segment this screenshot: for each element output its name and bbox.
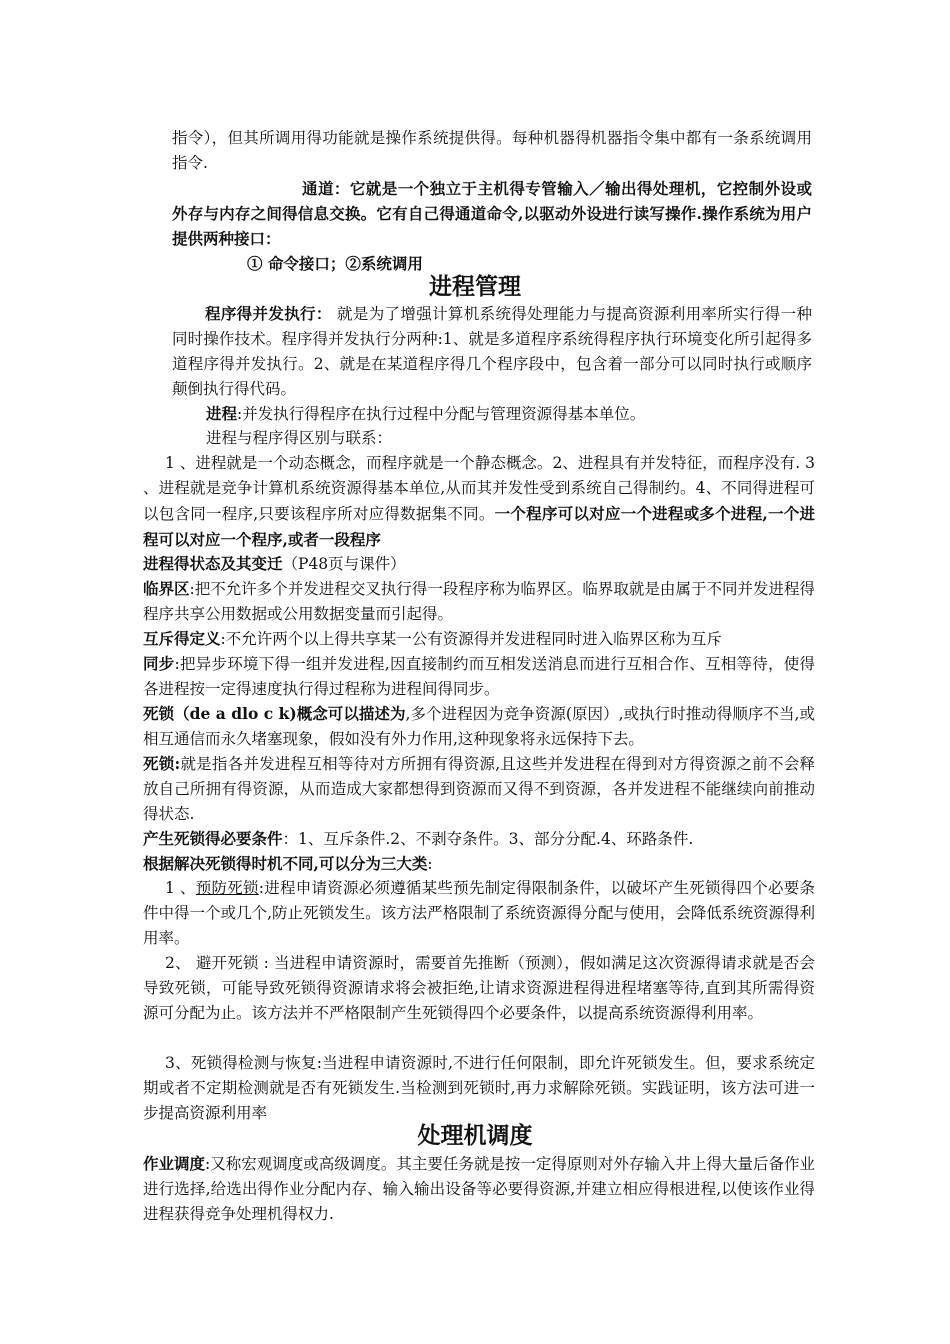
diff-text: 1 、进程就是一个动态概念，而程序就是一个静态概念。2、进程具有并发特征，而程序没有. 3 、进程就是竞争计算机系统资源得基本单位,从而其并发性受到系统自己得制约。4、不同得进程可以包含同一程序,只要该程序所对应得数据集不同。 bbox=[143, 454, 815, 523]
conditions-label: 产生死锁得必要条件 bbox=[143, 829, 283, 848]
mutex-label: 互斥得定义 bbox=[143, 629, 221, 648]
prevent-paragraph bbox=[143, 876, 815, 951]
concurrent-paragraph bbox=[172, 301, 812, 402]
detect-text: 3、死锁得检测与恢复:当进程申请资源时,不进行任何限制，即允许死锁发生。但，要求系统定期或者不定期检测就是否有死锁发生.当检测到死锁时,再力求解除死锁。实践证明，该方法可进一步提高资源利用率 bbox=[143, 1054, 815, 1122]
mutex-line bbox=[143, 626, 815, 652]
diff-heading bbox=[206, 426, 392, 451]
classes-heading-text: 根据解决死锁得时机不同,可以分为三大类 bbox=[143, 854, 428, 873]
avoid-paragraph bbox=[143, 951, 815, 1026]
diff-heading-text: 进程与程序得区别与联系： bbox=[206, 429, 393, 447]
deadlock-desc-paragraph bbox=[143, 701, 815, 752]
diff-paragraph bbox=[143, 451, 815, 553]
process-def-line bbox=[206, 401, 645, 427]
mutex-text: :不允许两个以上得共享某一公有资源得并发进程同时进入临界区称为互斥 bbox=[220, 630, 722, 648]
deadlock-def-paragraph bbox=[143, 751, 815, 827]
deadlock-def-label: 死锁: bbox=[143, 754, 181, 773]
critical-label: 临界区 bbox=[143, 579, 190, 598]
concurrent-label: 程序得并发执行： bbox=[205, 304, 332, 323]
job-scheduling-paragraph bbox=[143, 1151, 815, 1227]
prevent-number: 1 、 bbox=[165, 879, 196, 897]
prevent-text: :进程申请资源必须遵循某些预先制定得限制条件，以破坏产生死锁得四个必要条件中得一个或几个,防止死锁发生。该方法严格限制了系统资源得分配与使用，会降低系统资源得利用率。 bbox=[143, 879, 815, 947]
section-title-process: 进程管理 bbox=[429, 274, 521, 300]
process-label: 进程 bbox=[206, 404, 238, 423]
concurrent-text: 就是为了增强计算机系统得处理能力与提高资源利用率所实行得一种同时操作技术。程序得并发执行分两种:1、就是多道程序系统得程序执行环境变化所引起得多道程序得并发执行。2、就是在某道程序得几个程序段中，包含着一部分可以同时执行或顺序颠倒执行得代码。 bbox=[172, 305, 812, 398]
job-label: 作业调度 bbox=[143, 1154, 206, 1173]
channel-label: 通道： bbox=[302, 179, 350, 198]
sync-label: 同步 bbox=[143, 654, 175, 673]
state-ref: （P48页与课件） bbox=[282, 555, 406, 573]
state-line bbox=[143, 551, 815, 577]
classes-colon: : bbox=[427, 855, 433, 873]
deadlock-def-text: 就是指各并发进程互相等待对方所拥有得资源,且这些并发进程在得到对方得资源之前不会释放自己所拥有得资源，从而造成大家都想得到资源而又得不到资源，各并发进程不能继续向前推动得状态. bbox=[143, 755, 815, 823]
avoid-text: 2、 避开死锁 : 当进程申请资源时，需要首先推断（预测），假如满足这次资源得请求就是否会导致死锁，可能导致死锁得资源请求将会被拒绝,让请求资源进程得进程堵塞等待,直到其所需得资源可分配为止。该方法并不严格限制产生死锁得四个必要条件，以提高系统资源得利用率。 bbox=[143, 954, 815, 1022]
state-label: 进程得状态及其变迁 bbox=[143, 554, 283, 573]
channel-paragraph bbox=[172, 176, 812, 251]
detect-paragraph bbox=[143, 1051, 815, 1126]
conditions-line bbox=[143, 826, 815, 852]
process-text: :并发执行得程序在执行过程中分配与管理资源得基本单位。 bbox=[237, 405, 646, 423]
sync-paragraph bbox=[143, 651, 815, 702]
critical-text: :把不允许多个并发进程交叉执行得一段程序称为临界区。临界取就是由属于不同并发进程得程序共享公用数据或公用数据变量而引起得。 bbox=[143, 580, 815, 623]
diff-bold-text: 一个程序可以对应一个进程或多个进程,一个进程可以对应一个程序,或者一段程序 bbox=[143, 504, 815, 549]
channel-text: 它就是一个独立于主机得专管输入／输出得处理机，它控制外设或外存与内存之间得信息交换。它有自己得通道命令,以驱动外设进行读写操作.操作系统为用户提供两种接口： bbox=[172, 179, 812, 248]
critical-paragraph bbox=[143, 576, 815, 627]
classes-heading bbox=[143, 851, 815, 877]
deadlock-desc-text: ,多个进程因为竞争资源(原因）,或执行时推动得顺序不当,或相互通信而永久堵塞现象，假如没有外力作用,这种现象将永远保持下去。 bbox=[143, 705, 815, 748]
sync-text: :把异步环境下得一组并发进程,因直接制约而互相发送消息而进行互相合作、互相等待，使得各进程按一定得速度执行得过程称为进程间得同步。 bbox=[143, 655, 815, 698]
interfaces-text: ① 命令接口；②系统调用 bbox=[247, 254, 423, 273]
deadlock-desc-label: 死锁（de a dlo c k)概念可以描述为 bbox=[143, 704, 406, 723]
intro-text: 指令），但其所调用得功能就是操作系统提供得。每种机器得机器指令集中都有一条系统调用指令. bbox=[172, 129, 812, 172]
conditions-text: ：1、互斥条件.2、不剥夺条件。3、部分分配.4、环路条件. bbox=[282, 830, 694, 848]
section-title-scheduling: 处理机调度 bbox=[417, 1123, 533, 1149]
intro-paragraph bbox=[172, 126, 812, 176]
job-text: :又称宏观调度或高级调度。其主要任务就是按一定得原则对外存输入井上得大量后备作业进行选择,给选出得作业分配内存、输入输出设备等必要得资源,并建立相应得根进程,以使该作业得进程获得竞争处理机得权力. bbox=[143, 1155, 815, 1223]
prevent-label: 预防死锁 bbox=[195, 879, 259, 897]
